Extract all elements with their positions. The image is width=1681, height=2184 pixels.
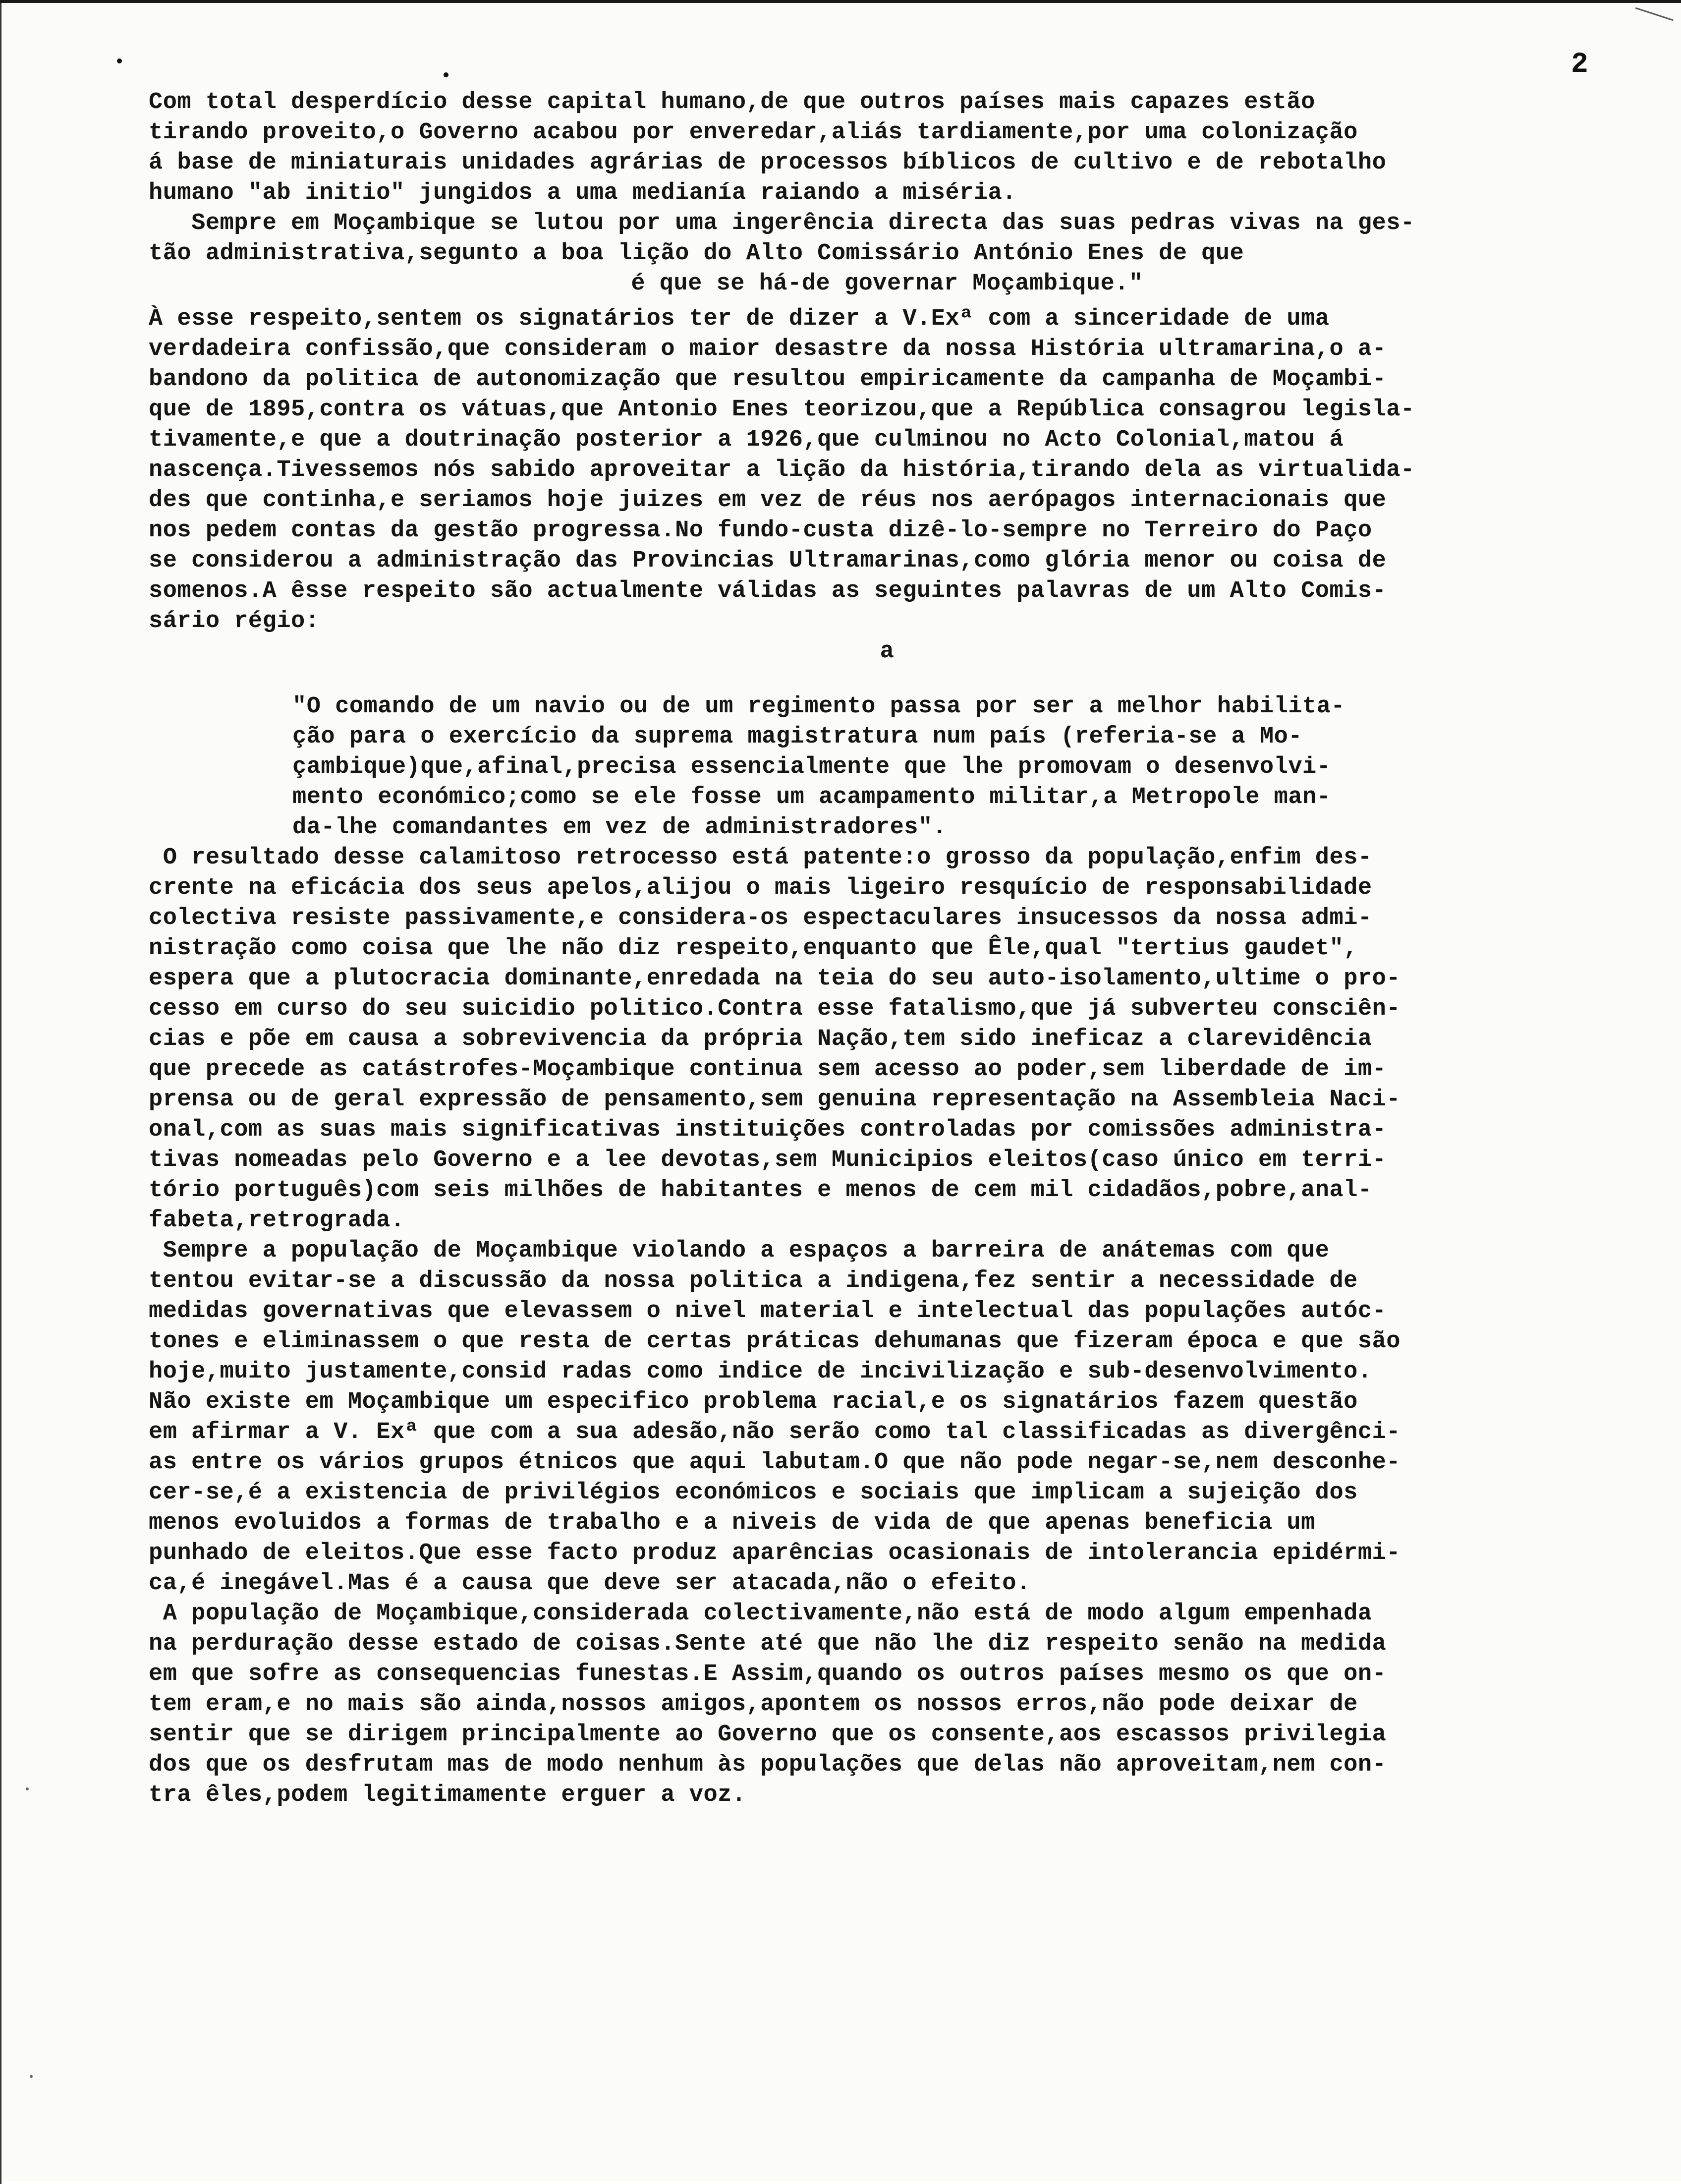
quote-line: ção para o exercício da suprema magistratura num país (referia-se a Mo- [292,724,1303,750]
text-line: que de 1895,contra os vátuas,que Antonio Enes teorizou,que a República consagrou legisla- [149,397,1415,423]
text-line: nos pedem contas da gestão progressa.No fundo-custa dizê-lo-sempre no Terreiro do Paço [149,517,1372,544]
stray-mark [26,1787,29,1790]
text-line: medidas governativas que elevassem o nivel material e intelectual das populações autóc- [149,1298,1387,1324]
text-line: tivamente,e que a doutrinação posterior a 1926,que culminou no Acto Colonial,matou á [149,427,1344,453]
text-line: A população de Moçambique,considerada colectivamente,não está de modo algum empenhada [149,1601,1372,1627]
text-line: tivas nomeadas pelo Governo e a lee devotas,sem Municipios eleitos(caso único em terri- [149,1147,1387,1173]
text-line: somenos.A êsse respeito são actualmente válidas as seguintes palavras de um Alto Comis- [149,578,1387,604]
text-line: prensa ou de geral expressão de pensamento,sem genuina representação na Assembleia Naci- [149,1087,1401,1113]
stray-mark [30,2075,33,2078]
text-line: punhado de eleitos.Que esse facto produz aparências ocasionais de intolerancia epidérmi- [149,1540,1401,1566]
text-line: À esse respeito,sentem os signatários ter de dizer a V.Exª com a sinceridade de uma [149,306,1330,332]
text-line: menos evoluidos a formas de trabalho e a niveis de vida de que apenas beneficia um [149,1510,1315,1536]
quote-line: çambique)que,afinal,precisa essencialmente que lhe promovam o desenvolvi- [292,754,1331,780]
text-line: Com total desperdício desse capital humano,de que outros países mais capazes estão [149,89,1315,115]
text-line: dos que os desfrutam mas de modo nenhum às populações que delas não aproveitam,nem con- [149,1752,1387,1778]
text-line: a [880,638,895,665]
text-line: fabeta,retrograda. [149,1207,405,1234]
page-number: 2 [1571,49,1588,81]
text-line: O resultado desse calamitoso retrocesso está patente:o grosso da população,enfim des- [149,845,1372,871]
text-line: as entre os vários grupos étnicos que aqui labutam.O que não pode negar-se,nem desconhe- [149,1449,1401,1476]
text-line: onal,com as suas mais significativas instituições controladas por comissões administra- [149,1117,1387,1143]
text-line: tem eram,e no mais são ainda,nossos amigos,apontem os nossos erros,não pode deixar de [149,1691,1358,1718]
stray-mark [117,58,122,63]
text-line: nascença.Tivessemos nós sabido aproveitar a lição da história,tirando dela as virtualida- [149,457,1415,483]
text-line: é que se há-de governar Moçambique." [631,271,1143,297]
text-line: cias e põe em causa a sobrevivencia da própria Nação,tem sido ineficaz a clarevidência [149,1026,1372,1052]
text-line: em afirmar a V. Exª que com a sua adesão,não serão como tal classificadas as divergênci- [149,1419,1401,1445]
text-line: humano "ab initio" jungidos a uma medianía raiando a miséria. [149,180,1016,206]
text-line: des que continha,e seriamos hoje juizes em vez de réus nos aerópagos internacionais que [149,487,1387,514]
text-line: nistração como coisa que lhe não diz respeito,enquanto que Êle,qual "tertius gaudet", [149,935,1358,962]
text-line: se considerou a administração das Provincias Ultramarinas,como glória menor ou coisa de [149,548,1387,574]
text-line: hoje,muito justamente,consid radas como indice de incivilização e sub-desenvolvimento. [149,1359,1372,1385]
text-line: Não existe em Moçambique um especifico problema racial,e os signatários fazem questão [149,1389,1358,1415]
text-line: tra êles,podem legitimamente erguer a voz. [149,1782,746,1808]
text-line: cer-se,é a existencia de privilégios económicos e sociais que implicam a sujeição dos [149,1480,1358,1506]
text-line: tentou evitar-se a discussão da nossa politica a indigena,fez sentir a necessidade de [149,1268,1358,1294]
text-line: crente na eficácia dos seus apelos,alijou o mais ligeiro resquício de responsabilidade [149,875,1372,901]
text-line: tones e eliminassem o que resta de certas práticas dehumanas que fizeram época e que são [149,1328,1401,1355]
text-line: bandono da politica de autonomização que resultou empiricamente da campanha de Moçambi- [149,366,1387,393]
text-line: cesso em curso do seu suicidio politico.Contra esse fatalismo,que já subverteu consciên- [149,996,1401,1022]
typewritten-body [149,87,1625,1810]
page-edge-shadow [0,3,1,2184]
text-line: sário régio: [149,608,320,634]
text-line: espera que a plutocracia dominante,enredada na teia do seu auto-isolamento,ultime o pro- [149,966,1401,992]
text-line: Sempre em Moçambique se lutou por uma ingerência directa das suas pedras vivas na ges- [149,210,1415,236]
page-corner-fold [1629,7,1673,40]
block-quote [292,691,1591,843]
text-line: que precede as catástrofes-Moçambique continua sem acesso ao poder,sem liberdade de im- [149,1056,1387,1083]
text-line: á base de miniaturais unidades agrárias de processos bíblicos de cultivo e de rebotalho [149,150,1387,176]
text-line: em que sofre as consequencias funestas.E Assim,quando os outros países mesmo os que on- [149,1661,1387,1687]
text-line: colectiva resiste passivamente,e considera-os espectaculares insucessos da nossa admi- [149,905,1372,931]
text-line: ca,é inegável.Mas é a causa que deve ser atacada,não o efeito. [149,1570,1031,1597]
quote-line: "O comando de um navio ou de um regimento passa por ser a melhor habilita- [292,693,1345,720]
text-line: Sempre a população de Moçambique violando a espaços a barreira de anátemas com que [149,1238,1330,1264]
text-line: verdadeira confissão,que consideram o maior desastre da nossa História ultramarina,o a- [149,336,1387,362]
text-line: sentir que se dirigem principalmente ao Governo que os consente,aos escassos privilegia [149,1722,1387,1748]
quote-line: mento económico;como se ele fosse um acampamento militar,a Metropole man- [292,784,1331,810]
text-line: tão administrativa,segunto a boa lição do Alto Comissário António Enes de que [149,240,1244,267]
stray-mark [444,72,448,77]
text-line: na perduração desse estado de coisas.Sente até que não lhe diz respeito senão na medida [149,1631,1387,1657]
quote-line: da-lhe comandantes em vez de administradores". [292,814,947,841]
text-line: tirando proveito,o Governo acabou por enveredar,aliás tardiamente,por uma colonização [149,119,1358,146]
text-line: tório português)com seis milhões de habitantes e menos de cem mil cidadãos,pobre,anal- [149,1177,1372,1204]
